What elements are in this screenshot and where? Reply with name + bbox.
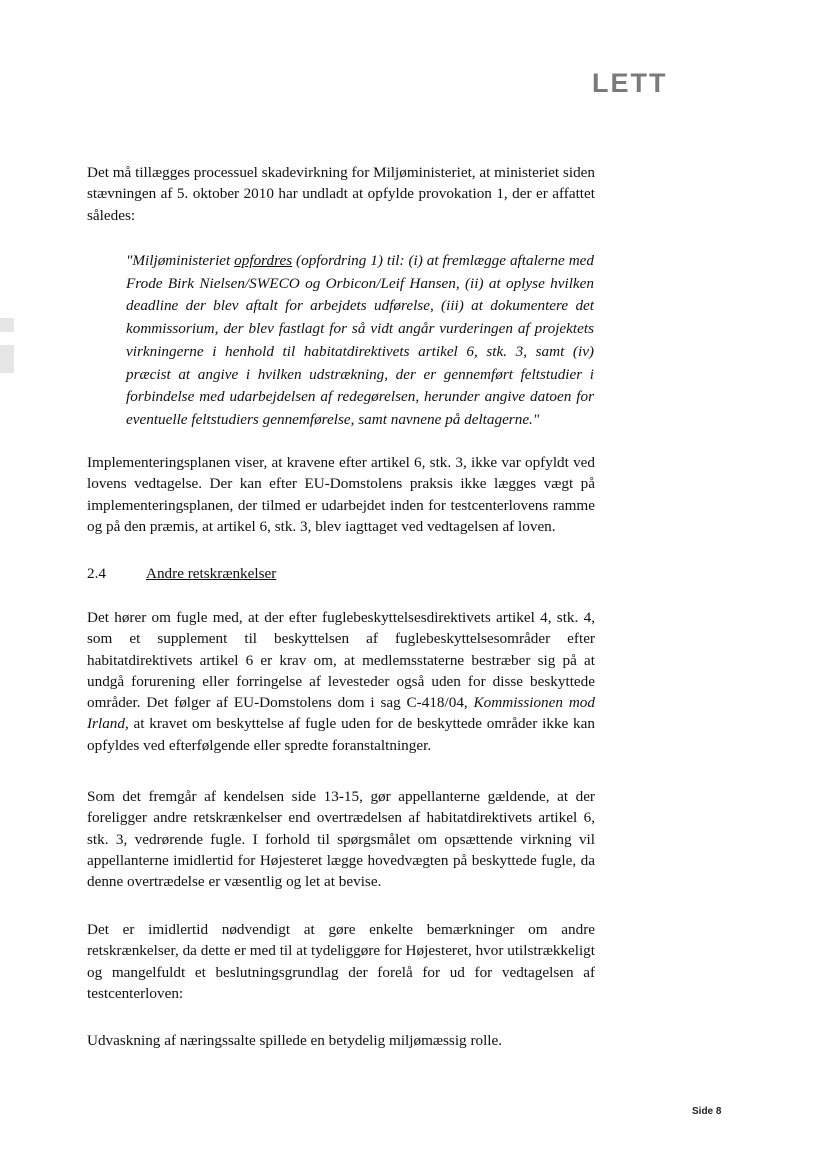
paragraph-1: Det må tillægges processuel skadevirkning for Miljøministeriet, at ministeriet siden stævningen af 5. oktober 2010 har undladt at opfylde provokation 1, der er affattet således:	[87, 164, 595, 224]
paragraph-6: Udvaskning af næringssalte spillede en betydelig miljømæssig rolle.	[87, 1032, 503, 1049]
scan-artifact	[0, 318, 14, 332]
quote-underlined-word: opfordres	[234, 252, 293, 269]
paragraph-3-text-end: , at kravet om beskyttelse af fugle uden for de beskyttede områder ikke kan opfyldes ved efterfølgende eller spredte foranstaltninger.	[87, 715, 595, 754]
scan-artifact	[0, 345, 14, 373]
section-heading	[87, 563, 276, 584]
lett-logo: LETT	[592, 68, 668, 98]
paragraph-4: Som det fremgår af kendelsen side 13-15, gør appellanterne gældende, at der foreligger andre retskrænkelser end overtrædelsen af habitatdirektivets artikel 6, stk. 3, vedrørende fugle. I forhold til spørgsmålet om opsættende virkning vil appellanterne imidlertid for Højesteret lægge hovedvægten på beskyttede fugle, da denne overtrædelse er væsentlig og let at bevise.	[87, 788, 595, 891]
paragraph-2: Implementeringsplanen viser, at kravene efter artikel 6, stk. 3, ikke var opfyldt ved lovens vedtagelse. Der kan efter EU-Domstolens praksis ikke lægges vægt på implementeringsplanen, der tilmed er udarbejdet inden for testcenterlovens ramme og på den præmis, at artikel 6, stk. 3, blev iagttaget ved vedtagelsen af loven.	[87, 454, 595, 535]
paragraph-3	[87, 607, 595, 756]
block-quote	[126, 250, 594, 432]
paragraph-5: Det er imidlertid nødvendigt at gøre enkelte bemærkninger om andre retskrænkelser, da dette er med til at tydeliggøre for Højesteret, hvor utilstrækkeligt og mangelfuldt et beslutningsgrundlag der forelå for ud for vedtagelsen af testcenterloven:	[87, 921, 595, 1002]
quote-text-rest: (opfordring 1) til: (i) at fremlægge aftalerne med Frode Birk Nielsen/SWECO og Orbicon/Leif Hansen, (ii) at oplyse hvilken deadline der blev aftalt for arbejdets udførelse, (iii) at dokumentere det kommissorium, der blev fastlagt for så vidt angår vurderingen af projektets virkningerne i henhold til habitatdirektivets artikel 6, stk. 3, samt (iv) præcist at angive i hvilken udstrækning, der er gennemført feltstudier i forbindelse med udarbejdelsen af redegørelsen, herunder angive datoen for eventuelle feltstudiers gennemførelse, samt navnene på deltagerne."	[126, 252, 594, 428]
paragraph-3-text-start: Det hører om fugle med, at der efter fuglebeskyttelsesdirektivets artikel 4, stk. 4, som et supplement til beskyttelsen af fuglebeskyttelsesområder efter habitatdirektivets artikel 6 er krav om, at medlemsstaterne bestræber sig på at undgå forurening eller forringelse af levesteder også uden for disse beskyttede områder. Det følger af EU-Domstolens dom i sag C-418/04,	[87, 609, 595, 712]
section-title: Andre retskrænkelser	[146, 565, 277, 582]
quote-text-start: "Miljøministeriet	[126, 252, 235, 269]
page-number: Side 8	[692, 1106, 722, 1117]
section-number: 2.4	[87, 565, 106, 582]
case-name: Kommissionen mod Irland	[87, 694, 595, 733]
